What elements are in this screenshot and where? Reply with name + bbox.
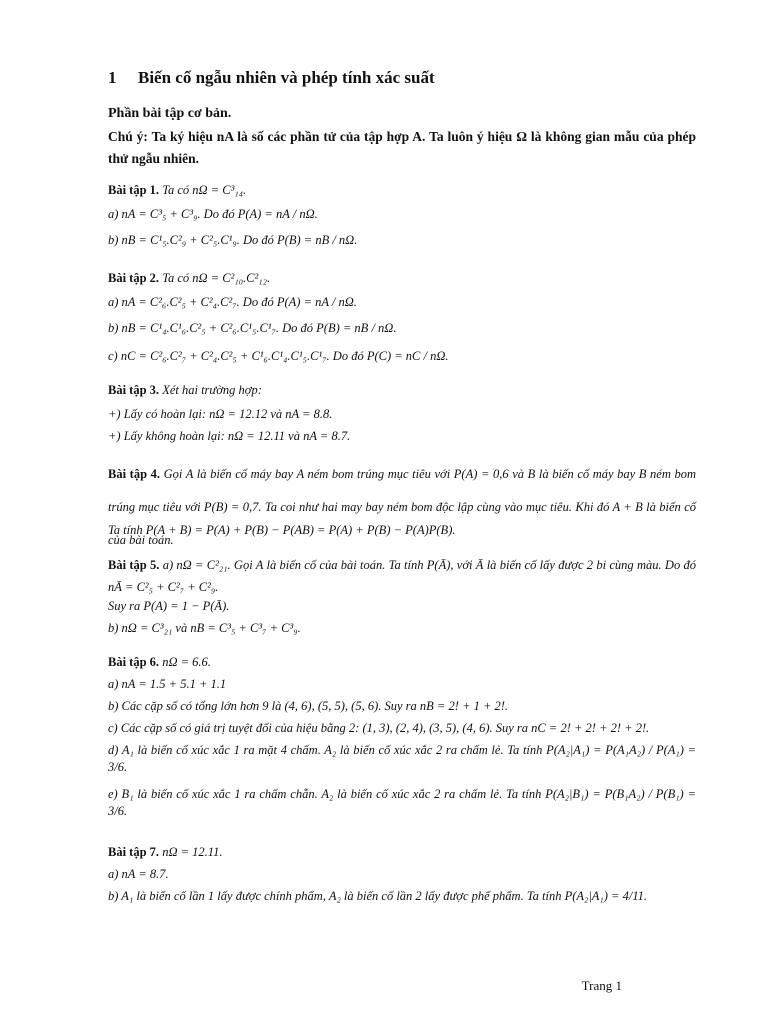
note-paragraph: Chú ý: Ta ký hiệu nA là số các phần tử của tập hợp A. Ta luôn ý hiệu Ω là không gian mẫu của phép thử ngẫu nhiên. xyxy=(108,129,696,166)
exercise-text: nΩ = 12.11. xyxy=(162,845,223,859)
document-page xyxy=(108,0,696,1024)
section-number: 1 xyxy=(108,68,117,87)
exercise-line xyxy=(108,320,696,336)
exercise-text: Xét hai trường hợp: xyxy=(162,383,262,397)
exercise-text: a) nA = C²₆.C²₅ + C²₄.C²₇. Do đó P(A) = nA / nΩ. xyxy=(108,295,357,309)
exercise-line xyxy=(108,406,696,422)
exercise-label: Bài tập 4. xyxy=(108,467,164,481)
exercise-text: b) nB = C¹₄.C¹₆.C²₅ + C²₆.C¹₅.C¹₇. Do đó P(B) = nB / nΩ. xyxy=(108,321,397,335)
exercise-line xyxy=(108,844,696,860)
exercise-text: Ta tính P(A + B) = P(A) + P(B) − P(AB) = P(A) + P(B) − P(A)P(B). xyxy=(108,523,456,537)
exercise-text: c) nC = C²₆.C²₇ + C²₄.C²₅ + C¹₆.C¹₄.C¹₅.C¹₇. Do đó P(C) = nC / nΩ. xyxy=(108,349,449,363)
exercise-text: Suy ra P(A) = 1 − P(Ā). xyxy=(108,599,230,613)
exercise-text: nΩ = 6.6. xyxy=(162,655,211,669)
exercise-line xyxy=(108,522,696,538)
exercise-text: +) Lấy có hoàn lại: nΩ = 12.12 và nA = 8.8. xyxy=(108,407,333,421)
exercise-label: Bài tập 2. xyxy=(108,271,163,285)
exercise-line xyxy=(108,206,696,222)
exercise-label: Bài tập 5. xyxy=(108,558,163,572)
exercise-line xyxy=(108,382,696,398)
exercise-label: Bài tập 7. xyxy=(108,845,163,859)
exercise-line xyxy=(108,348,696,364)
exercise-text: b) nΩ = C³₂₁ và nB = C³₅ + C³₇ + C³₉. xyxy=(108,621,301,635)
exercise-text: +) Lấy không hoàn lại: nΩ = 12.11 và nA = 8.7. xyxy=(108,429,351,443)
exercise-line xyxy=(108,720,696,736)
exercise-text: c) Các cặp số có giá trị tuyệt đối của hiệu bằng 2: (1, 3), (2, 4), (3, 5), (4, 6). Suy ra nC = 2! + 2! + 2! + 2!. xyxy=(108,721,650,735)
exercise-text: a) nA = C³₅ + C³₉. Do đó P(A) = nA / nΩ. xyxy=(108,207,318,221)
exercise-line xyxy=(108,676,696,692)
section-title: Biến cố ngẫu nhiên và phép tính xác suất xyxy=(138,68,435,87)
exercise-text: a) nA = 1.5 + 5.1 + 1.1 xyxy=(108,677,227,691)
exercise-text: a) nΩ = C²₂₁. Gọi A là biến cố của bài toán. Ta tính P(Ā), với Ā là biến cố lấy được 2 bi cùng màu. Do đó nĀ = C²₅ + C²₇ + C²₉. xyxy=(108,558,696,594)
exercise-text: d) A₁ là biến cố xúc xắc 1 ra mặt 4 chấm. A₂ là biến cố xúc xắc 2 ra chấm lẻ. Ta tính P(A₂|A₁) = P(A₁A₂) / P(A₁) = 3/6. xyxy=(108,743,696,774)
exercise-line xyxy=(108,620,696,636)
exercise-label: Bài tập 1. xyxy=(108,183,163,197)
section-heading xyxy=(108,68,435,88)
exercise-line xyxy=(108,888,696,905)
exercise-text: Gọi A là biến cố máy bay A ném bom trúng mục tiêu với P(A) = 0,6 và B là biến cố máy bay B ném bom trúng mục tiêu với P(B) = 0,7. Ta coi như hai may bay ném bom độc lập cùng vào mục tiêu. Khi đó A + B là biến cố của bài toán. xyxy=(108,467,696,547)
exercise-line xyxy=(108,554,696,598)
exercise-line xyxy=(108,742,696,776)
exercise-text: e) B₁ là biến cố xúc xắc 1 ra chấm chẵn. A₂ là biến cố xúc xắc 2 ra chấm lẻ. Ta tính P(A₂|B₁) = P(B₁A₂) / P(B₁) = 3/6. xyxy=(108,787,696,818)
exercise-text: a) nA = 8.7. xyxy=(108,867,169,881)
subsection-title: Phần bài tập cơ bản. xyxy=(108,106,232,121)
exercise-text: Ta có nΩ = C²₁₀.C²₁₂. xyxy=(162,271,271,285)
exercise-line xyxy=(108,428,696,444)
exercise-text: Ta có nΩ = C³₁₄. xyxy=(162,183,247,197)
exercise-line xyxy=(108,786,696,820)
exercise-line xyxy=(108,866,696,882)
exercise-text: b) nB = C¹₅.C²₉ + C²₅.C¹₉. Do đó P(B) = nB / nΩ. xyxy=(108,233,358,247)
exercise-line xyxy=(108,294,696,310)
exercise-line xyxy=(108,232,696,248)
exercise-line xyxy=(108,182,696,198)
page-number: Trang 1 xyxy=(581,978,622,993)
exercise-label: Bài tập 6. xyxy=(108,655,163,669)
exercise-label: Bài tập 3. xyxy=(108,383,163,397)
exercise-text: b) Các cặp số có tổng lớn hơn 9 là (4, 6), (5, 5), (5, 6). Suy ra nB = 2! + 1 + 2!. xyxy=(108,699,509,713)
exercise-line xyxy=(108,654,696,670)
exercise-line xyxy=(108,698,696,714)
exercise-line xyxy=(108,270,696,286)
exercise-line xyxy=(108,598,696,614)
exercise-text: b) A₁ là biến cố lần 1 lấy được chính phẩm, A₂ là biến cố lần 2 lấy được phế phẩm. Ta tính P(A₂|A₁) = 4/11. xyxy=(108,889,648,903)
exercise-line xyxy=(108,458,696,557)
